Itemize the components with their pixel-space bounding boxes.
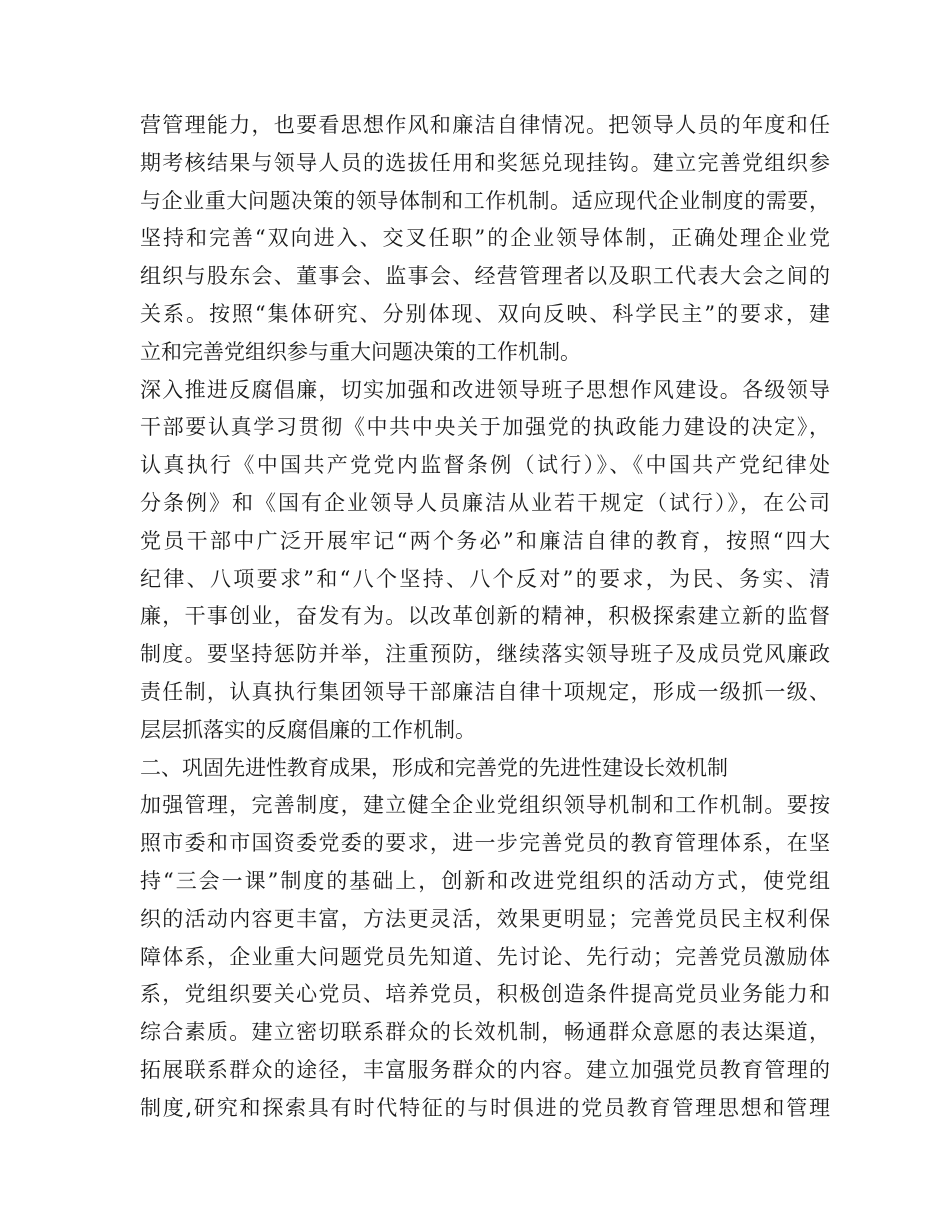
text-line: 加强管理，完善制度，建立健全企业党组织领导机制和工作机制。要按 [140,793,830,818]
text-line: 照市委和市国资委党委的要求，进一步完善党员的教育管理体系，在坚 [140,831,830,856]
text-line: 认真执行《中国共产党党内监督条例（试行）》、《中国共产党纪律处 [140,453,830,478]
text-line: 与企业重大问题决策的领导体制和工作机制。适应现代企业制度的需要， [140,188,830,213]
text-line: 拓展联系群众的途径，丰富服务群众的内容。建立加强党员教育管理的 [140,1057,830,1082]
text-line: 持“三会一课”制度的基础上，创新和改进党组织的活动方式，使党组 [140,868,830,893]
text-line: 制度,研究和探索具有时代特征的与时俱进的党员教育管理思想和管理 [140,1095,830,1120]
text-line: 组织与股东会、董事会、监事会、经营管理者以及职工代表大会之间的 [140,264,830,289]
text-line: 廉，干事创业，奋发有为。以改革创新的精神，积极探索建立新的监督 [140,604,830,629]
text-line: 深入推进反腐倡廉，切实加强和改进领导班子思想作风建设。各级领导 [140,377,830,402]
text-line: 干部要认真学习贯彻《中共中央关于加强党的执政能力建设的决定》， [140,415,830,440]
text-line: 综合素质。建立密切联系群众的长效机制，畅通群众意愿的表达渠道， [140,1020,830,1045]
text-line: 分条例》和《国有企业领导人员廉洁从业若干规定（试行）》，在公司 [140,490,830,515]
text-line: 期考核结果与领导人员的选拔任用和奖惩兑现挂钩。建立完善党组织参 [140,150,830,175]
text-line: 织的活动内容更丰富，方法更灵活，效果更明显；完善党员民主权利保 [140,906,830,931]
section-heading: 二、巩固先进性教育成果，形成和完善党的先进性建设长效机制 [140,755,728,780]
text-line: 系，党组织要关心党员、培养党员，积极创造条件提高党员业务能力和 [140,982,830,1007]
text-line: 层层抓落实的反腐倡廉的工作机制。 [140,717,476,742]
text-line: 立和完善党组织参与重大问题决策的工作机制。 [140,339,581,364]
text-line: 党员干部中广泛开展牢记“两个务必”和廉洁自律的教育，按照“四大 [140,528,830,553]
text-line: 障体系，企业重大问题党员先知道、先讨论、先行动；完善党员激励体 [140,944,830,969]
text-line: 坚持和完善“双向进入、交叉任职”的企业领导体制，正确处理企业党 [140,226,830,251]
text-line: 纪律、八项要求”和“八个坚持、八个反对”的要求，为民、务实、清 [140,566,830,591]
text-line: 营管理能力，也要看思想作风和廉洁自律情况。把领导人员的年度和任 [140,113,830,137]
document-body [140,107,830,1128]
text-line: 制度。要坚持惩防并举，注重预防，继续落实领导班子及成员党风廉政 [140,642,830,667]
text-line: 责任制，认真执行集团领导干部廉洁自律十项规定，形成一级抓一级、 [140,679,830,704]
text-line: 关系。按照“集体研究、分别体现、双向反映、科学民主”的要求，建 [140,301,830,326]
